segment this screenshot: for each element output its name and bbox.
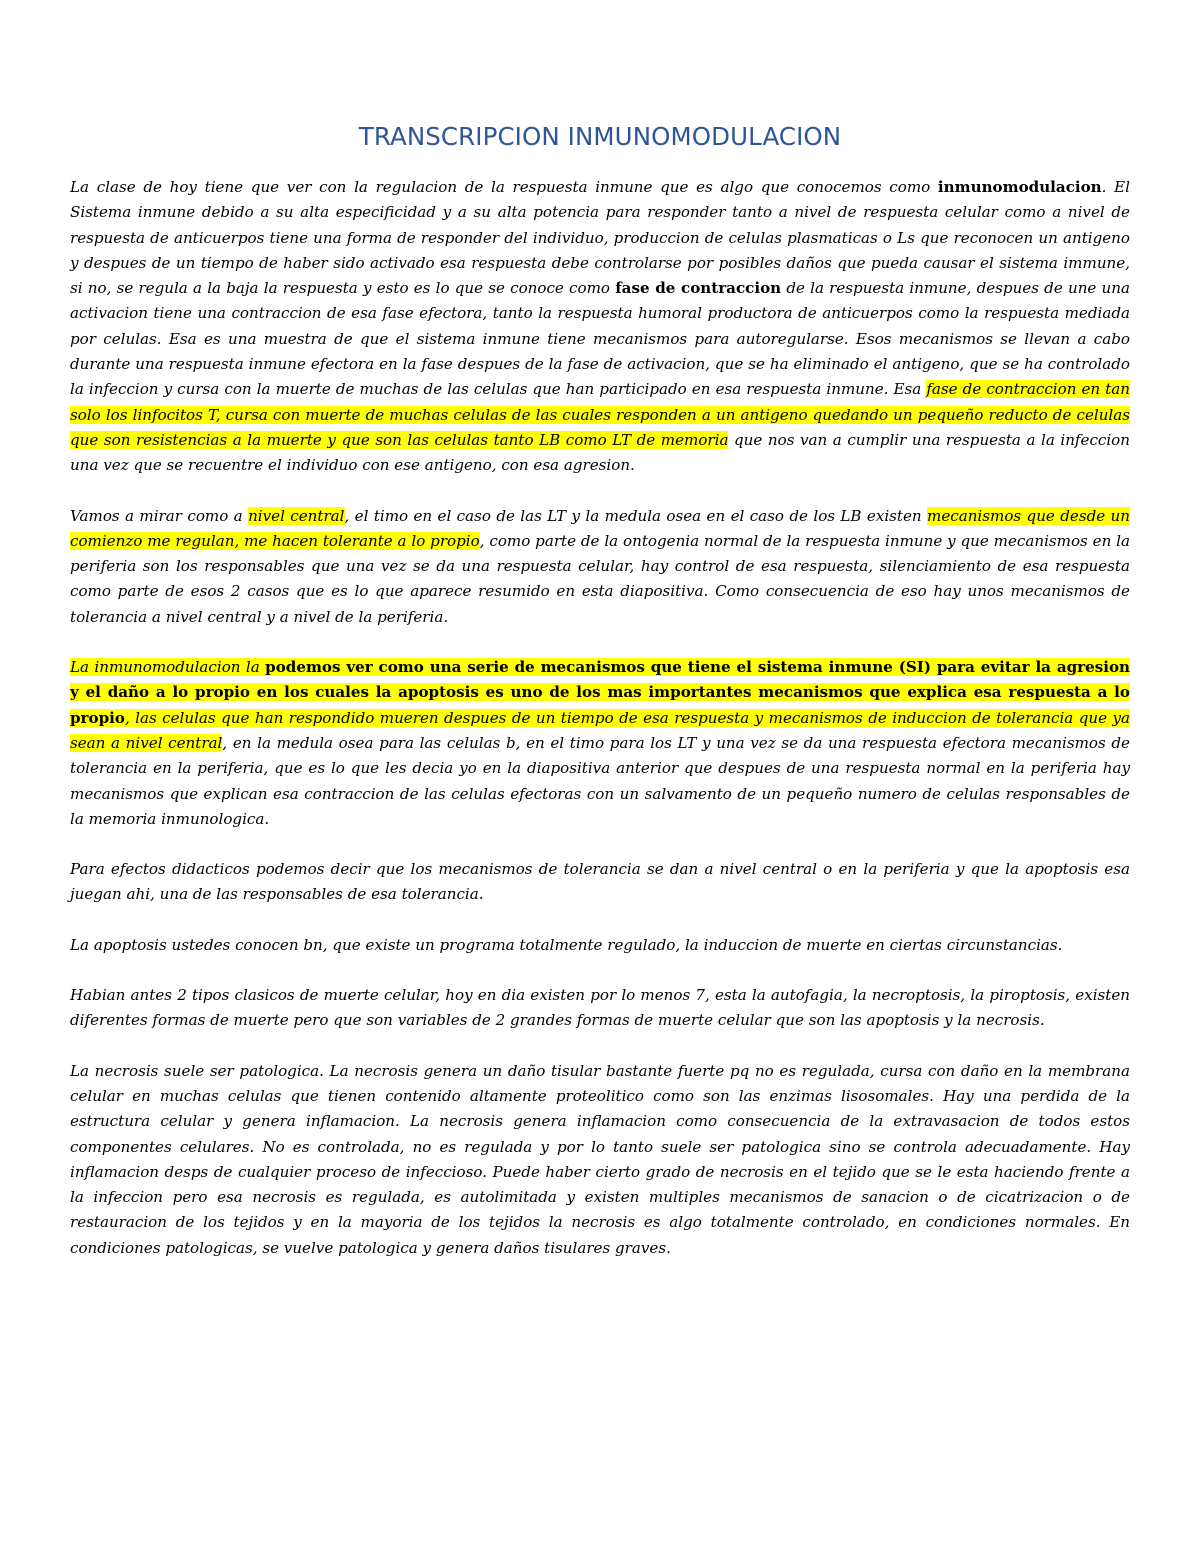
- document-title: TRANSCRIPCION INMUNOMODULACION: [358, 122, 842, 151]
- paragraph: [70, 655, 1130, 832]
- text-run: La apoptosis ustedes conocen bn, que existe un programa totalmente regulado, la induccion de muerte en ciertas circunstancias.: [70, 935, 1063, 954]
- text-run: , como parte de la ontogenia normal de la respuesta inmune y que mecanismos en la periferia son los responsables que una vez se da una respuesta celular, hay control de esa respuesta, silenciamiento de esa respuesta como parte de esos 2 casos que es lo que aparece resumido en esta diapositiva. Como consecuencia de eso hay unos mecanismos de tolerancia a nivel central y a nivel de la periferia.: [70, 531, 1130, 626]
- highlighted-text: , las celulas que han respondido mueren despues de un tiempo de esa respuesta y mecanismos de induccion de tolerancia que ya sean a nivel central: [70, 708, 1130, 752]
- paragraph: [70, 983, 1130, 1034]
- text-run: Para efectos didacticos podemos decir que los mecanismos de tolerancia se dan a nivel central o en la periferia y que la apoptosis esa juegan ahi, una de las responsables de esa tolerancia.: [70, 860, 1130, 904]
- paragraph: [70, 857, 1130, 908]
- text-run: Vamos a mirar como a: [70, 506, 249, 525]
- document-body: [70, 175, 1130, 1261]
- text-run: La clase de hoy tiene que ver con la regulacion de la respuesta inmune que es algo que conocemos como: [70, 178, 938, 196]
- text-run: , en la medula osea para las celulas b, en el timo para los LT y una vez se da una respuesta efectora mecanismos de tolerancia en la periferia, que es lo que les decia yo en la diapositiva anterior que despues de una respuesta normal en la periferia hay mecanismos que explican esa contraccion de las celulas efectoras con un salvamento de un pequeño numero de celulas responsables de la memoria inmunologica.: [70, 733, 1130, 828]
- text-run: de la respuesta inmune, despues de une una activacion tiene una contraccion de esa fase efectora, tanto la respuesta humoral productora de anticuerpos como la respuesta mediada por celulas. Esa es una muestra de que el sistema inmune tiene mecanismos para autoregularse. Esos mecanismos se llevan a cabo durante una respuesta inmune efectora en la fase despues de la fase de activacion, que se ha eliminado el antigeno, que se ha controlado la infeccion y cursa con la muerte de muchas de las celulas que han participado en esa respuesta inmune. Esa: [70, 279, 1130, 399]
- text-run: que nos van a cumplir una respuesta a la infeccion una vez que se recuentre el individuo con ese antigeno, con esa agresion.: [70, 430, 1130, 475]
- highlighted-text: fase de contraccion en tan solo los linfocitos T, cursa con muerte de muchas celulas de las cuales responden a un antigeno quedando un pequeño reducto de celulas que son resistencias a la muerte y que son las celulas tanto LB como LT de memoria: [70, 380, 1131, 449]
- highlighted-text: nivel central: [248, 506, 345, 525]
- text-run: , el timo en el caso de las LT y la medula osea en el caso de los LB existen: [344, 506, 928, 525]
- text-run: La necrosis suele ser patologica. La necrosis genera un daño tisular bastante fuerte pq no es regulada, cursa con daño en la membrana celular en muchas celulas que tienen contenido altamente proteolitico como son las enzimas lisosomales. Hay una perdida de la estructura celular y genera inflamacion. La necrosis genera inflamacion como consecuencia de la extravasacion de todos estos componentes celulares. No es controlada, no es regulada y por lo tanto suele ser patologica sino se controla adecuadamente. Hay inflamacion desps de cualquier proceso de infeccioso. Puede haber cierto grado de necrosis en el tejido que se le esta haciendo frente a la infeccion pero esa necrosis es regulada, es autolimitada y existen multiples mecanismos de sanacion o de cicatrizacion o de restauracion de los tejidos y en la mayoria de los tejidos la necrosis es algo totalmente controlado, en condiciones normales. En condiciones patologicas, se vuelve patologica y genera daños tisulares graves.: [70, 1061, 1130, 1257]
- bold-text: fase de contraccion: [615, 279, 782, 298]
- bold-text: inmunomodulacion: [937, 178, 1102, 196]
- highlighted-text: mecanismos que desde un comienzo me regulan, me hacen tolerante a lo propio: [70, 506, 1130, 550]
- highlighted-text: La inmunomodulacion la: [70, 658, 266, 677]
- text-run: . El Sistema inmune debido a su alta especificidad y a su alta potencia para responder tanto a nivel de respuesta celular como a nivel de respuesta de anticuerpos tiene una forma de responder del individuo, produccion de celulas plasmaticas o Ls que reconocen un antigeno y despues de un tiempo de haber sido activado esa respuesta debe controlarse por posibles daños que pueda causar el sistema immune, si no, se regula a la baja la respuesta y esto es lo que se conoce como: [70, 178, 1130, 298]
- paragraph: [70, 175, 1130, 479]
- paragraph: [70, 504, 1130, 630]
- paragraph: [70, 1059, 1130, 1261]
- paragraph: [70, 933, 1130, 958]
- highlighted-text: podemos ver como una serie de mecanismos que tiene el sistema inmune (SI) para evitar la agresion y el daño a lo propio en los cuales la apoptosis es uno de los mas importantes mecanismos que explica esa respuesta a lo propio: [70, 658, 1130, 727]
- text-run: Habian antes 2 tipos clasicos de muerte celular, hoy en dia existen por lo menos 7, esta la autofagia, la necroptosis, la piroptosis, existen diferentes formas de muerte pero que son variables de 2 grandes formas de muerte celular que son las apoptosis y la necrosis.: [70, 986, 1130, 1030]
